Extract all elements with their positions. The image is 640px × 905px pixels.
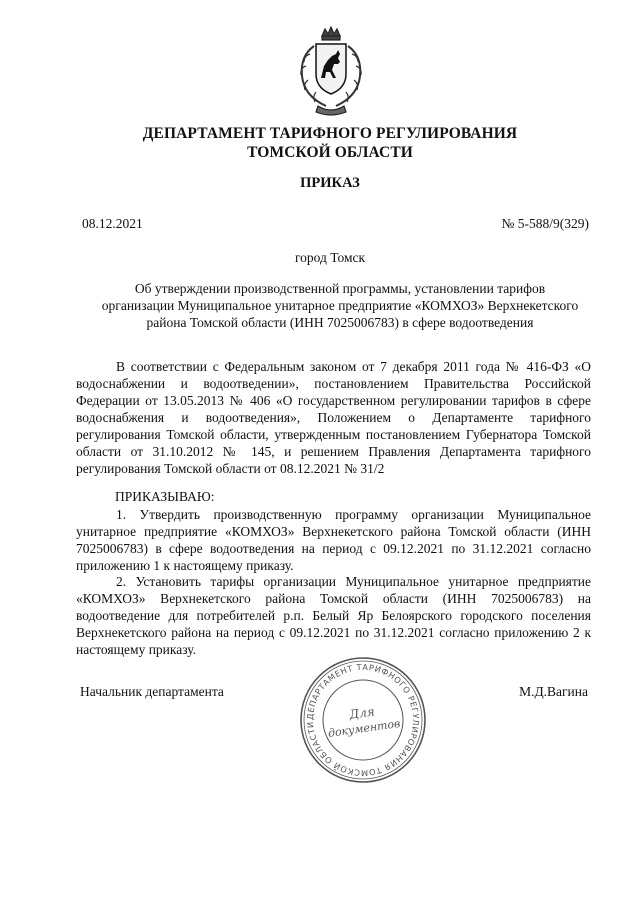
department-title-line2: ТОМСКОЙ ОБЛАСТИ: [247, 144, 413, 161]
department-title-line1: ДЕПАРТАМЕНТ ТАРИФНОГО РЕГУЛИРОВАНИЯ: [142, 125, 518, 142]
document-subject: [80, 280, 600, 331]
document-date: 08.12.2021: [82, 216, 143, 231]
preamble-paragraph: В соответствии с Федеральным законом от 7 декабря 2011 года № 416-ФЗ «О водоснабжении и водоотведении», постановлением Правительства Российской Федерации от 13.05.2013 № 406 «О государственном регулировании тарифов в сфере водоснабжения и водоотведения», Положением о Департаменте тарифного регулирования Томской области, утвержденным постановлением Губернатора Томской области от 31.10.2012 № 145, и решением Правления Департамента тарифного регулирования Томской области от 08.12.2021 № 31/2: [76, 359, 591, 476]
subject-line2: организации Муниципальное унитарное предприятие «КОМХОЗ» Верхнекетского: [101, 298, 579, 313]
order-word: ПРИКАЗЫВАЮ:: [115, 489, 215, 504]
stamp-ring-text: ДЕПАРТАМЕНТ ТАРИФНОГО РЕГУЛИРОВАНИЯ ТОМСКОЙ ОБЛАСТИ: [304, 661, 422, 779]
round-stamp: [298, 655, 428, 785]
stamp-center-line2: документов: [327, 716, 402, 740]
department-title: [40, 124, 620, 162]
stamp-center-line1: Для: [348, 704, 376, 722]
signer-name: М.Д.Вагина: [519, 684, 588, 699]
document-number: № 5-588/9(329): [501, 216, 589, 231]
coat-of-arms-icon: [288, 26, 374, 118]
document-type: ПРИКАЗ: [300, 175, 360, 191]
document-city: город Томск: [294, 250, 366, 265]
subject-line3: района Томской области (ИНН 7025006783) в сфере водоотведения: [146, 315, 534, 330]
subject-line1: Об утверждении производственной программы, установлении тарифов: [134, 281, 546, 296]
signer-position: Начальник департамента: [80, 684, 224, 699]
order-item-2: 2. Установить тарифы организации Муниципальное унитарное предприятие «КОМХОЗ» Верхнекетского района Томской области (ИНН 7025006783) на водоотведение для потребителей р.п. Белый Яр Белоярского городского поселения Верхнекетского района на период с 09.12.2021 по 31.12.2021 согласно приложению 2 к настоящему приказу.: [76, 574, 591, 657]
order-item-1: 1. Утвердить производственную программу организации Муниципальное унитарное предприятие «КОМХОЗ» Верхнекетского района Томской области (ИНН 7025006783) в сфере водоотведения на период с 09.12.2021 по 31.12.2021 согласно приложению 1 к настоящему приказу.: [76, 507, 591, 573]
